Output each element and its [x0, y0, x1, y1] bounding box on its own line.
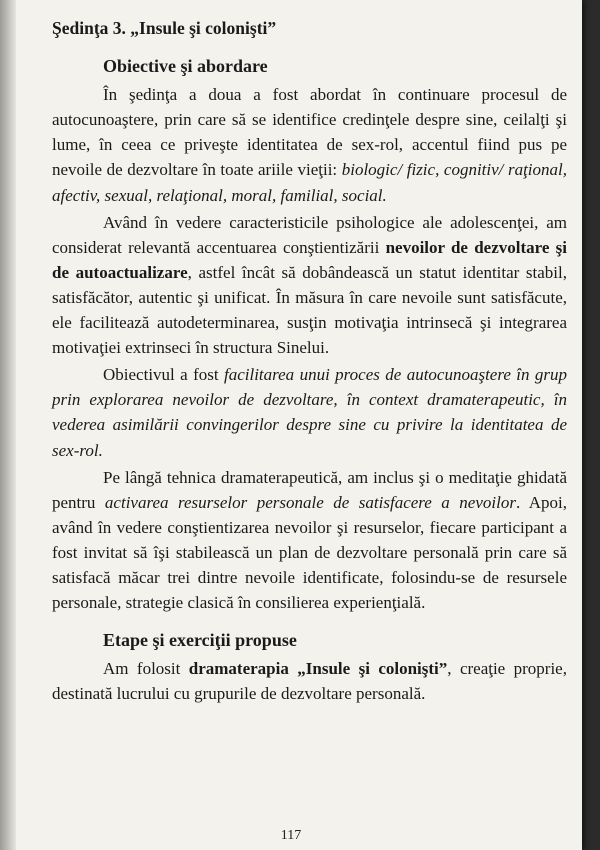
paragraph-5-text-c: , creaţie proprie, destinată lucrului cu grupurile de dezvoltare personală. — [52, 659, 567, 704]
paragraph-1 — [52, 82, 567, 207]
paragraph-2-text-c: , astfel încât să dobândească un statut identitar stabil, satisfăcător, autentic şi unificat. În măsura în care nevoile sunt satisfăcute, ele facilitează autodeterminarea, susţin motivaţia intrinsecă şi integrarea motivaţiei extrinseci în structura Sinelui. — [52, 262, 567, 358]
paragraph-5 — [52, 656, 567, 706]
page-number: 117 — [280, 828, 302, 843]
paragraph-2-bold: nevoilor de dezvoltare şi de autoactualizare — [52, 237, 567, 282]
paragraph-2-text-a: Având în vedere caracteristicile psihologice ale adolescenţei, am considerat relevantă accentuarea conştientizării — [52, 212, 567, 257]
paragraph-5-bold: dramaterapia „Insule şi colonişti” — [188, 659, 448, 679]
session-title: Şedinţa 3. „Insule şi colonişti” — [52, 18, 277, 38]
section-heading-objectives: Obiective şi abordare — [103, 56, 268, 77]
paragraph-3-italic: facilitarea unui proces de autocunoaştere în grup prin explorarea nevoilor de dezvoltare, în context dramaterapeutic, în vederea asimilării convingerilor despre sine cu privire la identitatea de sex-rol. — [52, 365, 567, 460]
paragraph-1-italic: biologic/ fizic, cognitiv/ raţional, afectiv, sexual, relaţional, moral, familial, social. — [52, 160, 567, 205]
paragraph-4-text-c: . Apoi, având în vedere conştientizarea nevoilor şi resurselor, fiecare participant a fost invitat să îşi stabilească un plan de dezvoltare personală prin care să satisfacă măcar trei dintre nevoile identificate, folosindu-se de resursele personale, strategie clasică în consilierea experienţială. — [52, 492, 567, 613]
paragraph-3-text: Obiectivul a fost — [103, 365, 224, 385]
page-text — [52, 16, 567, 706]
paragraph-3 — [52, 362, 567, 462]
paragraph-2 — [52, 210, 567, 361]
page-spine — [0, 0, 16, 850]
paragraph-4-italic: activarea resurselor personale de satisfacere a nevoilor — [104, 492, 516, 512]
paragraph-1-text: În şedinţa a doua a fost abordat în continuare procesul de autocunoaştere, prin care să se identifice credinţele despre sine, ceilalţi şi lume, în ceea ce priveşte identitatea de sex-rol, accentul fiind pus pe nevoile de dezvoltare în toate ariile vieţii: — [52, 85, 567, 180]
section-heading-stages: Etape şi exerciţii propuse — [103, 630, 297, 651]
paragraph-4-text-a: Pe lângă tehnica dramaterapeutică, am inclus şi o meditaţie ghidată pentru — [52, 467, 567, 512]
paragraph-5-text-a: Am folosit — [103, 659, 189, 679]
paragraph-4 — [52, 465, 567, 616]
